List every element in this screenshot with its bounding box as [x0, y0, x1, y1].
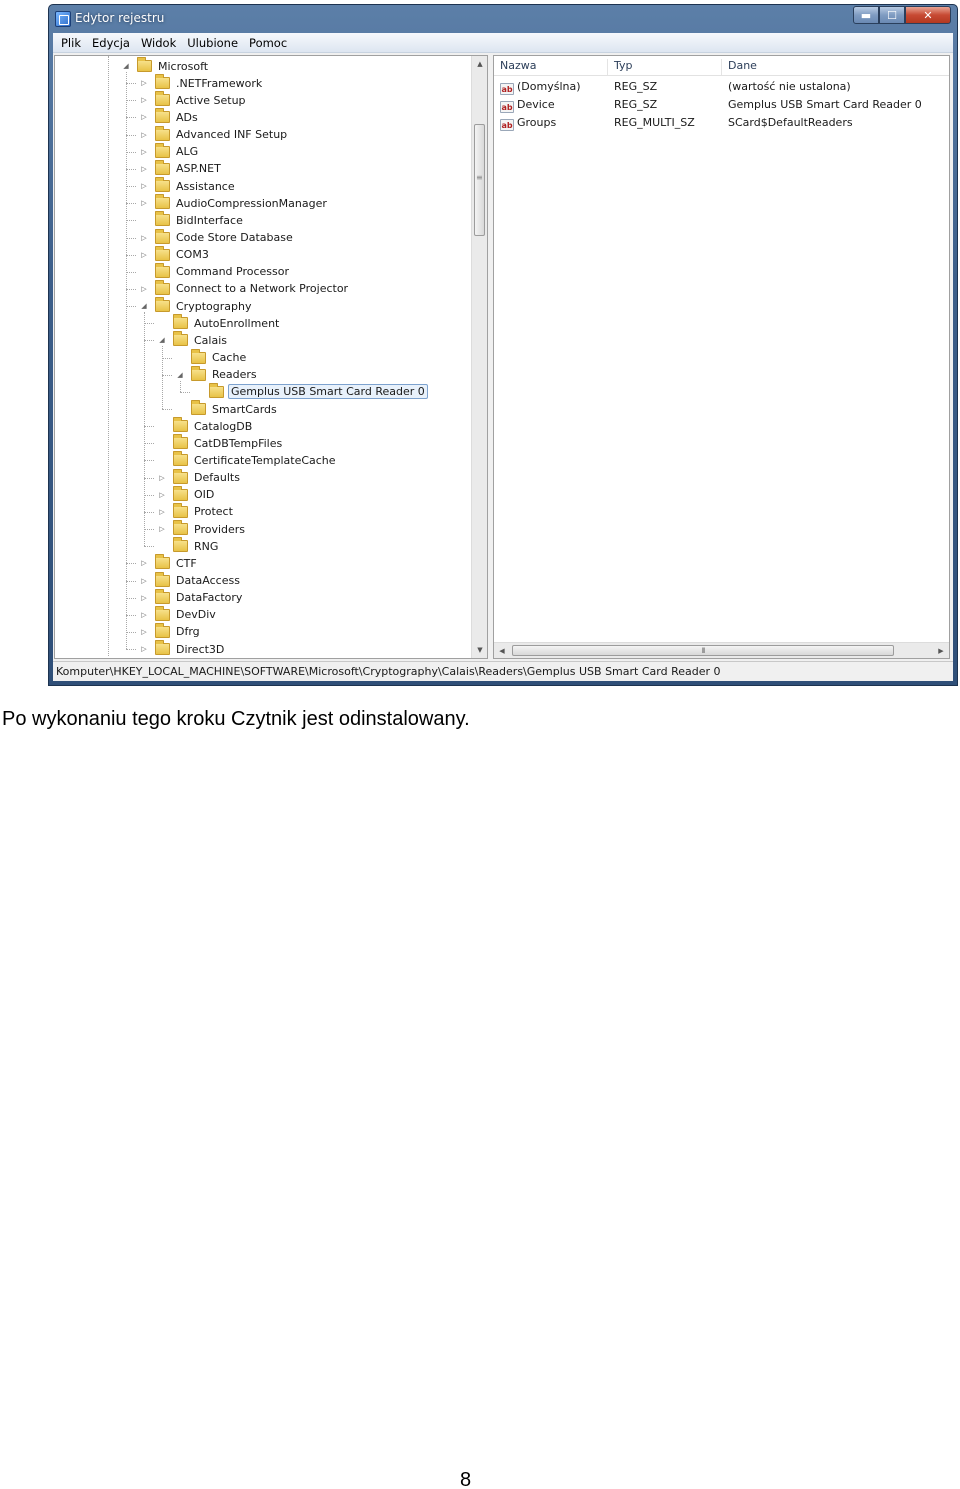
grip-icon: lll [701, 646, 705, 655]
registry-values-list[interactable] [493, 55, 950, 659]
menu-file[interactable]: Plik [61, 35, 81, 50]
tree-guide-line [126, 186, 136, 187]
collapsed-arrow-icon[interactable]: ▷ [141, 164, 147, 173]
menu-edit[interactable]: Edycja [92, 35, 130, 50]
folder-icon [155, 626, 170, 638]
folder-icon [155, 111, 170, 123]
tree-node[interactable] [139, 281, 350, 297]
tree-node[interactable] [139, 298, 253, 314]
menu-view[interactable]: Widok [140, 35, 177, 50]
tree-node-label: ALG [176, 145, 199, 159]
folder-icon [173, 472, 188, 484]
tree-guide-line [126, 152, 136, 153]
collapsed-arrow-icon[interactable]: ▷ [141, 199, 147, 208]
tree-guide-line [144, 340, 154, 341]
collapsed-arrow-icon[interactable]: ▷ [141, 284, 147, 293]
tree-node-label: AutoEnrollment [194, 316, 280, 330]
page-number: 8 [460, 1469, 472, 1489]
tree-spacer [175, 353, 185, 363]
tree-guide-line [162, 409, 172, 410]
tree-node[interactable] [175, 401, 279, 417]
tree-node[interactable] [139, 624, 202, 640]
tree-guide-line [126, 135, 136, 136]
tree-node-label: CatDBTempFiles [194, 436, 283, 450]
tree-node[interactable] [157, 521, 247, 537]
tree-guide-line [144, 478, 154, 479]
list-item[interactable] [494, 114, 949, 132]
tree-guide-line [180, 381, 181, 392]
tree-node-label: SmartCards [212, 402, 277, 416]
collapsed-arrow-icon[interactable]: ▷ [159, 473, 165, 482]
tree-node-label: AudioCompressionManager [176, 196, 327, 210]
tree-node[interactable] [139, 75, 264, 91]
folder-icon [155, 575, 170, 587]
tree-guide-line [126, 117, 136, 118]
caption-buttons [853, 6, 951, 24]
folder-icon [155, 643, 170, 655]
collapsed-arrow-icon[interactable]: ▷ [141, 559, 147, 568]
tree-node[interactable] [139, 144, 200, 160]
folder-icon [173, 334, 188, 346]
tree-node[interactable] [193, 384, 428, 400]
tree-node[interactable] [139, 230, 295, 246]
collapsed-arrow-icon[interactable]: ▷ [141, 250, 147, 259]
grip-icon: ≡ [476, 173, 483, 182]
tree-node-label: Gemplus USB Smart Card Reader 0 [228, 384, 428, 399]
value-data: SCard$DefaultReaders [728, 116, 853, 129]
tree-guide-line [162, 346, 163, 409]
tree-node-label: BidInterface [176, 213, 243, 227]
tree-node[interactable] [157, 538, 220, 554]
collapsed-arrow-icon[interactable]: ▷ [141, 96, 147, 105]
folder-icon [155, 609, 170, 621]
tree-guide-line [144, 460, 154, 461]
tree-node-label: Providers [194, 522, 246, 536]
scroll-down-arrow-icon[interactable]: ▼ [477, 646, 483, 654]
folder-icon [209, 386, 224, 398]
tree-guide-line [144, 529, 154, 530]
tree-guide-line [126, 563, 136, 564]
folder-icon [155, 592, 170, 604]
list-header [494, 56, 949, 76]
value-data: (wartość nie ustalona) [728, 80, 851, 93]
tree-node[interactable] [139, 127, 289, 143]
collapsed-arrow-icon[interactable]: ▷ [141, 576, 147, 585]
tree-node-label: Readers [212, 368, 257, 382]
tree-node[interactable] [139, 264, 291, 280]
folder-icon [173, 420, 188, 432]
folder-icon [173, 454, 188, 466]
tree-node[interactable] [157, 504, 235, 520]
collapsed-arrow-icon[interactable]: ▷ [141, 147, 147, 156]
collapsed-arrow-icon[interactable]: ▷ [141, 113, 147, 122]
tree-guide-line [144, 312, 145, 546]
list-horizontal-scrollbar[interactable] [494, 642, 949, 658]
tree-node[interactable] [157, 315, 281, 331]
registry-editor-window [48, 4, 958, 686]
collapsed-arrow-icon[interactable]: ▷ [141, 233, 147, 242]
tree-node-label: Cryptography [176, 299, 252, 313]
folder-icon [191, 352, 206, 364]
window-title: Edytor rejestru [75, 11, 165, 25]
tree-node-label: Active Setup [176, 93, 246, 107]
tree-spacer [175, 404, 185, 414]
tree-guide-line [126, 649, 136, 650]
folder-icon [155, 180, 170, 192]
tree-guide-line [126, 238, 136, 239]
registry-key-tree[interactable] [54, 55, 488, 659]
column-header-type[interactable]: Typ [608, 59, 722, 75]
tree-node[interactable] [139, 92, 248, 108]
tree-guide-line [144, 512, 154, 513]
tree-vertical-scrollbar[interactable] [471, 56, 487, 658]
tree-node-label: CTF [176, 556, 197, 570]
tree-node-label: ASP.NET [176, 162, 221, 176]
tree-node[interactable] [157, 452, 338, 468]
tree-node[interactable] [157, 487, 216, 503]
folder-icon [191, 403, 206, 415]
tree-node-label: Protect [194, 505, 233, 519]
column-header-data[interactable]: Dane [728, 59, 757, 72]
tree-node-label: Connect to a Network Projector [176, 282, 349, 296]
tree-guide-line [126, 581, 136, 582]
expanded-arrow-icon[interactable]: ◢ [159, 336, 165, 345]
folder-icon [173, 523, 188, 535]
tree-node[interactable] [175, 350, 248, 366]
collapsed-arrow-icon[interactable]: ▷ [159, 490, 165, 499]
client-area [53, 33, 953, 681]
tree-node[interactable] [139, 555, 199, 571]
collapsed-arrow-icon[interactable]: ▷ [141, 645, 147, 654]
expanded-arrow-icon[interactable]: ◢ [141, 302, 147, 311]
tree-node[interactable] [157, 418, 254, 434]
folder-icon [173, 317, 188, 329]
folder-icon [155, 163, 170, 175]
tree-guide-line [162, 375, 172, 376]
tree-node[interactable] [175, 367, 259, 383]
value-data: Gemplus USB Smart Card Reader 0 [728, 98, 922, 111]
tree-node-label: RNG [194, 539, 219, 553]
value-name: ab Groups [501, 116, 557, 130]
folder-icon [155, 129, 170, 141]
expanded-arrow-icon[interactable]: ◢ [123, 62, 129, 70]
scroll-thumb[interactable] [474, 124, 485, 236]
tree-guide-line [108, 56, 109, 656]
tree-node-label: CertificateTemplateCache [194, 453, 336, 467]
tree-node[interactable] [139, 247, 211, 263]
tree-spacer [157, 455, 167, 465]
close-button[interactable]: ✕ [905, 6, 951, 24]
tree-guide-line [126, 169, 136, 170]
tree-node[interactable] [157, 332, 229, 348]
tree-spacer [157, 541, 167, 551]
tree-node[interactable] [121, 58, 210, 74]
string-value-icon: ab [501, 85, 513, 94]
value-type: REG_SZ [614, 98, 658, 111]
tree-node-label: DataFactory [176, 591, 243, 605]
tree-guide-line [144, 323, 154, 324]
tree-guide-line [126, 72, 127, 649]
tree-node-label: DevDiv [176, 608, 216, 622]
tree-node-label: Calais [194, 333, 228, 347]
collapsed-arrow-icon[interactable]: ▷ [159, 507, 165, 516]
tree-guide-line [126, 615, 136, 616]
tree-guide-line [162, 358, 172, 359]
tree-guide-line [126, 255, 136, 256]
value-name: ab (Domyślna) [501, 80, 581, 94]
folder-icon [173, 437, 188, 449]
tree-node-label: OID [194, 488, 215, 502]
folder-icon [155, 266, 170, 278]
tree-spacer [193, 387, 203, 397]
folder-icon [137, 60, 152, 72]
tree-guide-line [126, 632, 136, 633]
menu-favorites[interactable]: Ulubione [187, 35, 239, 50]
tree-node-label: Direct3D [176, 642, 225, 656]
string-value-icon: ab [501, 121, 513, 130]
string-value-icon: ab [501, 103, 513, 112]
tree-node-label: Advanced INF Setup [176, 128, 288, 142]
scroll-left-arrow-icon[interactable]: ◀ [499, 647, 505, 655]
tree-node[interactable] [139, 573, 242, 589]
tree-spacer [139, 267, 149, 277]
tree-guide-line [126, 272, 136, 273]
tree-node-label: Microsoft [158, 59, 209, 73]
tree-node-label: Command Processor [176, 265, 290, 279]
value-name: ab Device [501, 98, 555, 112]
tree-node-label: DataAccess [176, 574, 240, 587]
tree-guide-line [144, 546, 154, 547]
folder-icon [173, 540, 188, 552]
tree-guide-line [180, 392, 190, 393]
folder-icon [155, 197, 170, 209]
tree-spacer [157, 318, 167, 328]
tree-spacer [157, 438, 167, 448]
tree-guide-line [126, 289, 136, 290]
folder-icon [155, 146, 170, 158]
collapsed-arrow-icon[interactable]: ▷ [141, 130, 147, 139]
maximize-button[interactable]: ☐ [879, 6, 905, 24]
tree-guide-line [126, 220, 136, 221]
tree-node-label: Dfrg [176, 625, 200, 639]
folder-icon [155, 94, 170, 106]
folder-icon [173, 506, 188, 518]
status-bar-path: Komputer\HKEY_LOCAL_MACHINE\SOFTWARE\Microsoft\Cryptography\Calais\Readers\Gemplus USB Smart Card Reader 0 [53, 661, 953, 681]
value-type: REG_SZ [614, 80, 658, 93]
tree-guide-line [126, 598, 136, 599]
value-type: REG_MULTI_SZ [614, 116, 695, 129]
tree-node[interactable] [139, 212, 245, 228]
collapsed-arrow-icon[interactable]: ▷ [141, 627, 147, 636]
tree-node[interactable] [157, 470, 242, 486]
menu-bar [53, 33, 953, 53]
tree-node[interactable] [139, 109, 200, 125]
scroll-right-arrow-icon[interactable]: ▶ [938, 647, 944, 655]
folder-icon [155, 249, 170, 261]
tree-node-label: Cache [212, 351, 247, 365]
tree-node-label: Defaults [194, 471, 240, 485]
tree-node-label: .NETFramework [176, 76, 263, 90]
menu-help[interactable]: Pomoc [249, 35, 288, 50]
folder-icon [155, 232, 170, 244]
list-item[interactable] [494, 78, 949, 96]
tree-spacer [139, 215, 149, 225]
collapsed-arrow-icon[interactable]: ▷ [141, 593, 147, 602]
folder-icon [155, 300, 170, 312]
collapsed-arrow-icon[interactable]: ▷ [141, 79, 147, 88]
column-header-name[interactable]: Nazwa [494, 59, 608, 75]
collapsed-arrow-icon[interactable]: ▷ [159, 525, 165, 534]
list-item[interactable] [494, 96, 949, 114]
tree-guide-line [126, 306, 136, 307]
registry-editor-icon [55, 11, 71, 27]
tree-node[interactable] [139, 178, 237, 194]
tree-guide-line [126, 83, 136, 84]
tree-node[interactable] [139, 590, 244, 606]
tree-node[interactable] [139, 641, 226, 657]
tree-node[interactable] [157, 435, 284, 451]
folder-icon [191, 369, 206, 381]
tree-guide-line [144, 426, 154, 427]
tree-guide-line [126, 203, 136, 204]
title-bar[interactable] [49, 5, 957, 33]
folder-icon [173, 489, 188, 501]
tree-node[interactable] [139, 607, 218, 623]
expanded-arrow-icon[interactable]: ◢ [177, 370, 183, 379]
tree-node-label: COM3 [176, 248, 209, 262]
tree-guide-line [144, 443, 154, 444]
scroll-up-arrow-icon[interactable]: ▲ [477, 60, 483, 68]
tree-node-label: CatalogDB [194, 419, 253, 433]
scroll-thumb[interactable] [512, 645, 894, 656]
folder-icon [155, 283, 170, 295]
tree-guide-line [144, 495, 154, 496]
document-caption: Po wykonaniu tego kroku Czytnik jest odinstalowany. [2, 708, 470, 730]
tree-guide-line [126, 100, 136, 101]
collapsed-arrow-icon[interactable]: ▷ [141, 182, 147, 191]
tree-node-label: Code Store Database [176, 231, 293, 244]
tree-node[interactable] [139, 161, 223, 177]
tree-node[interactable] [139, 195, 329, 211]
folder-icon [155, 557, 170, 569]
folder-icon [155, 214, 170, 226]
tree-node-label: ADs [176, 110, 198, 124]
tree-spacer [157, 421, 167, 431]
folder-icon [155, 77, 170, 89]
collapsed-arrow-icon[interactable]: ▷ [141, 610, 147, 619]
tree-node-label: Assistance [176, 179, 235, 193]
minimize-button[interactable]: ▬ [853, 6, 879, 24]
